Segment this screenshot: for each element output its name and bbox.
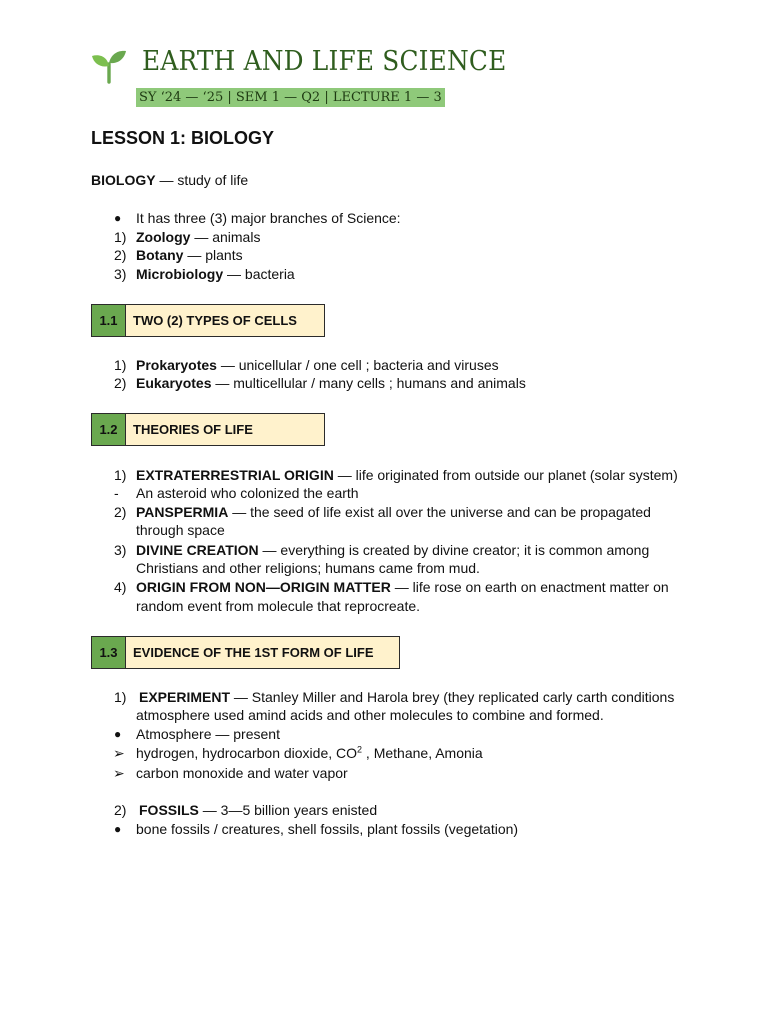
list-marker: - <box>114 485 119 501</box>
item-term: Botany <box>136 247 184 263</box>
list-marker: 1) <box>114 467 127 483</box>
section-number: 1.3 <box>92 637 126 668</box>
item-term: EXTRATERRESTRIAL ORIGIN <box>136 467 334 483</box>
item-desc: — life rose on earth on enactment matter on <box>390 579 669 595</box>
item-text: , Methane, Amonia <box>362 745 483 761</box>
list-item-continuation: atmosphere used amind acids and other molecules to combine and formed. <box>136 707 604 723</box>
arrow-bullet-icon: ➢ <box>113 765 125 781</box>
section-header-theories <box>91 413 325 446</box>
item-term: ORIGIN FROM NON—ORIGIN MATTER <box>136 579 391 595</box>
item-desc: — bacteria <box>223 266 295 282</box>
document-title: EARTH AND LIFE SCIENCE <box>142 46 507 77</box>
bullet-marker: ● <box>114 211 122 225</box>
list-marker: 2) <box>114 504 127 520</box>
item-term: PANSPERMIA <box>136 504 229 520</box>
list-item: Atmosphere — present <box>136 726 280 742</box>
section-title: THEORIES OF LIFE <box>126 414 324 445</box>
list-item <box>136 578 669 597</box>
list-marker: 1) <box>114 229 127 245</box>
list-item-continuation: through space <box>136 522 225 538</box>
document-subtitle: SY ‘24 — ‘25 | SEM 1 — Q2 | LECTURE 1 — 3 <box>136 88 445 107</box>
section-header-cells <box>91 304 325 337</box>
list-item <box>139 688 674 707</box>
list-item-continuation: random event from molecule that reprocreate. <box>136 598 421 614</box>
list-item <box>136 228 260 247</box>
item-desc: — animals <box>190 229 261 245</box>
item-term: EXPERIMENT <box>139 689 231 705</box>
item-term: DIVINE CREATION <box>136 542 259 558</box>
list-item <box>136 466 678 485</box>
biology-term: BIOLOGY <box>91 172 156 188</box>
arrow-bullet-icon: ➢ <box>113 745 125 761</box>
section-number: 1.2 <box>92 414 126 445</box>
section-title: EVIDENCE OF THE 1ST FORM OF LIFE <box>126 637 399 668</box>
item-desc: — unicellular / one cell ; bacteria and viruses <box>216 357 499 373</box>
list-marker: 3) <box>114 542 127 558</box>
item-desc: — 3—5 billion years enisted <box>198 802 378 818</box>
item-desc: — multicellular / many cells ; humans and animals <box>211 375 526 391</box>
list-marker: 2) <box>114 375 127 391</box>
item-term: Eukaryotes <box>136 375 212 391</box>
section-title: TWO (2) TYPES OF CELLS <box>126 305 324 336</box>
item-desc: — life originated from outside our planet (solar system) <box>333 467 678 483</box>
list-marker: 4) <box>114 579 127 595</box>
item-term: FOSSILS <box>139 802 199 818</box>
list-marker: 2) <box>114 802 127 818</box>
list-item <box>136 265 295 284</box>
list-item <box>136 374 526 393</box>
item-desc: — the seed of life exist all over the universe and can be propagated <box>228 504 651 520</box>
sprout-icon <box>91 48 127 84</box>
bullet-marker: ● <box>114 822 122 836</box>
item-term: Microbiology <box>136 266 224 282</box>
lesson-title: LESSON 1: BIOLOGY <box>91 128 275 148</box>
list-item: carbon monoxide and water vapor <box>136 765 348 781</box>
item-term: Zoology <box>136 229 191 245</box>
list-marker: 1) <box>114 357 127 373</box>
item-desc: — everything is created by divine creator; it is common among <box>258 542 650 558</box>
list-item <box>136 744 483 763</box>
item-text: hydrogen, hydrocarbon dioxide, CO <box>136 745 358 761</box>
biology-desc: — study of life <box>155 172 249 188</box>
item-term: Prokaryotes <box>136 357 217 373</box>
list-marker: 2) <box>114 247 127 263</box>
list-item-continuation: Christians and other religions; humans came from mud. <box>136 560 480 576</box>
list-marker: 1) <box>114 689 127 705</box>
list-marker: 3) <box>114 266 127 282</box>
biology-definition <box>91 171 248 190</box>
item-desc: — Stanley Miller and Harola brey (they replicated carly carth conditions <box>230 689 675 705</box>
superscript: 2 <box>357 744 363 755</box>
section-header-evidence <box>91 636 400 669</box>
branches-intro: It has three (3) major branches of Science: <box>136 210 401 226</box>
list-item <box>136 503 651 522</box>
list-item <box>139 801 377 820</box>
section-number: 1.1 <box>92 305 126 336</box>
bullet-marker: ● <box>114 727 122 741</box>
list-item: bone fossils / creatures, shell fossils, plant fossils (vegetation) <box>136 821 519 837</box>
list-item <box>136 246 243 265</box>
item-desc: — plants <box>183 247 243 263</box>
list-item <box>136 541 649 560</box>
list-item <box>136 356 499 375</box>
list-item: An asteroid who colonized the earth <box>136 485 359 501</box>
